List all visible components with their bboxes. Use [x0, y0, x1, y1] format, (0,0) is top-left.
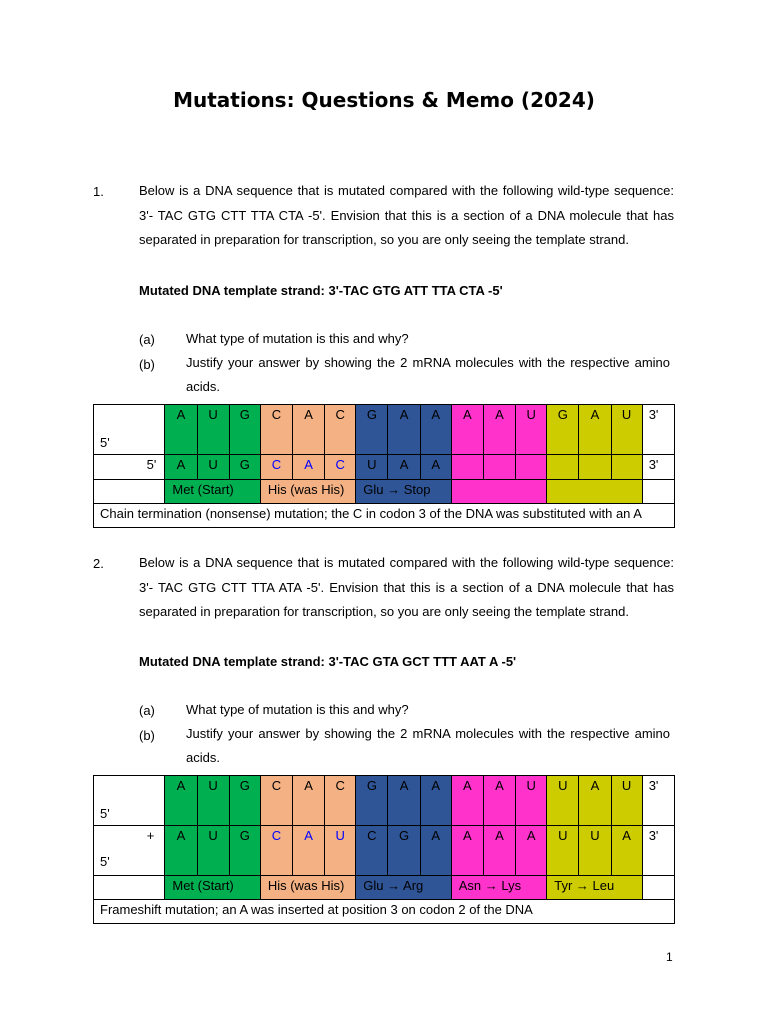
- base-cell: U: [356, 455, 388, 480]
- intro-line: separated in preparation for transcription, so you are only seeing the template strand.: [139, 232, 629, 247]
- base-cell: [451, 455, 483, 480]
- base-cell: G: [356, 776, 388, 826]
- amino-acid-cell: Met (Start): [165, 480, 260, 504]
- empty-cell: [94, 480, 165, 504]
- base-cell: [611, 455, 642, 480]
- amino-acid-cell: His (was His): [260, 480, 355, 504]
- base-cell: C: [260, 776, 292, 826]
- answer-cell: Frameshift mutation; an A was inserted at position 3 on codon 2 of the DNA: [94, 900, 675, 924]
- three-prime-label: 3': [642, 455, 674, 480]
- base-cell: U: [611, 405, 642, 455]
- question-1-sub-a-label: (a): [139, 332, 155, 347]
- base-cell: A: [165, 826, 197, 876]
- base-cell: U: [197, 776, 229, 826]
- row-label-cell: [94, 826, 165, 876]
- empty-cell: [642, 876, 674, 900]
- base-cell: [547, 455, 579, 480]
- base-cell: G: [229, 405, 260, 455]
- amino-acid-cell: Glu → Arg: [356, 876, 451, 900]
- base-cell: U: [516, 776, 547, 826]
- empty-cell: [642, 480, 674, 504]
- question-2-sub-a-label: (a): [139, 703, 155, 718]
- sub-b-line: acids.: [186, 379, 220, 394]
- empty-cell: [94, 876, 165, 900]
- base-cell: C: [260, 826, 292, 876]
- question-1-codon-table: [93, 404, 675, 528]
- intro-line: Below is a DNA sequence that is mutated compared with the following wild-type sequence:: [139, 555, 674, 570]
- answer-cell: Chain termination (nonsense) mutation; the C in codon 3 of the DNA was substituted with an A: [94, 504, 675, 528]
- base-cell: A: [420, 826, 451, 876]
- intro-line: 3'- TAC GTG CTT TTA CTA -5'. Envision that this is a section of a DNA molecule that has: [139, 207, 674, 223]
- base-cell: G: [229, 826, 260, 876]
- base-cell: A: [579, 405, 611, 455]
- base-cell: G: [356, 405, 388, 455]
- question-2-mutated-strand: Mutated DNA template strand: 3'-TAC GTA GCT TTT AAT A -5': [139, 654, 517, 669]
- amino-acid-cell: Asn → Lys: [451, 876, 546, 900]
- base-cell: [483, 455, 515, 480]
- question-2-number: 2.: [93, 556, 104, 571]
- base-cell: U: [197, 826, 229, 876]
- table-row: [94, 455, 675, 480]
- base-cell: A: [611, 826, 642, 876]
- amino-acid-cell: Glu → Stop: [356, 480, 451, 504]
- five-prime-label: 5': [94, 405, 165, 455]
- base-cell: U: [547, 826, 579, 876]
- base-cell: G: [229, 455, 260, 480]
- base-cell: A: [451, 776, 483, 826]
- base-cell: C: [356, 826, 388, 876]
- amino-acid-cell: [451, 480, 546, 504]
- sub-a-text: What type of mutation is this and why?: [186, 702, 409, 717]
- question-2-sub-a: [186, 698, 670, 722]
- table-row: [94, 900, 675, 924]
- base-cell: A: [165, 405, 197, 455]
- base-cell: A: [165, 455, 197, 480]
- base-cell: A: [292, 826, 324, 876]
- question-2-sub-b-label: (b): [139, 728, 155, 743]
- question-1-sub-a: [186, 327, 670, 351]
- sub-b-line: acids.: [186, 750, 220, 765]
- base-cell: U: [611, 776, 642, 826]
- intro-line: 3'- TAC GTG CTT TTA ATA -5'. Envision that this is a section of a DNA molecule that has: [139, 579, 674, 595]
- question-1-mutated-strand: Mutated DNA template strand: 3'-TAC GTG ATT TTA CTA -5': [139, 283, 503, 298]
- base-cell: U: [547, 776, 579, 826]
- sub-b-line: Justify your answer by showing the 2 mRNA molecules with the respective amino: [186, 355, 670, 370]
- base-cell: A: [420, 776, 451, 826]
- base-cell: A: [388, 455, 420, 480]
- base-cell: C: [260, 405, 292, 455]
- base-cell: A: [165, 776, 197, 826]
- base-cell: A: [516, 826, 547, 876]
- three-prime-label: 3': [642, 776, 674, 826]
- base-cell: A: [292, 776, 324, 826]
- base-cell: U: [579, 826, 611, 876]
- insertion-marker: +: [146, 828, 155, 843]
- base-cell: A: [420, 405, 451, 455]
- base-cell: C: [325, 405, 356, 455]
- question-1-sub-b-label: (b): [139, 357, 155, 372]
- base-cell: A: [420, 455, 451, 480]
- three-prime-label: 3': [642, 826, 674, 876]
- sub-b-line: Justify your answer by showing the 2 mRNA molecules with the respective amino: [186, 726, 670, 741]
- table-row: [94, 405, 675, 455]
- base-cell: U: [197, 455, 229, 480]
- amino-acid-cell: His (was His): [260, 876, 355, 900]
- page-title: Mutations: Questions & Memo (2024): [173, 88, 595, 112]
- question-2-codon-table: [93, 775, 675, 924]
- base-cell: A: [451, 405, 483, 455]
- amino-acid-cell: [547, 480, 642, 504]
- table-row: [94, 480, 675, 504]
- table-row: [94, 876, 675, 900]
- base-cell: A: [388, 776, 420, 826]
- amino-acid-cell: Met (Start): [165, 876, 260, 900]
- question-1-sub-b: [186, 351, 670, 399]
- base-cell: A: [388, 405, 420, 455]
- five-prime-label: 5': [94, 776, 165, 826]
- base-cell: A: [292, 405, 324, 455]
- table-row: [94, 826, 675, 876]
- base-cell: A: [483, 826, 515, 876]
- sub-a-text: What type of mutation is this and why?: [186, 331, 409, 346]
- base-cell: G: [229, 776, 260, 826]
- five-prime-label: 5': [100, 854, 110, 869]
- base-cell: A: [451, 826, 483, 876]
- base-cell: G: [547, 405, 579, 455]
- base-cell: U: [325, 826, 356, 876]
- base-cell: U: [197, 405, 229, 455]
- question-2-intro: [139, 551, 674, 625]
- amino-acid-cell: Tyr → Leu: [547, 876, 642, 900]
- three-prime-label: 3': [642, 405, 674, 455]
- base-cell: U: [516, 405, 547, 455]
- base-cell: C: [260, 455, 292, 480]
- base-cell: C: [325, 455, 356, 480]
- base-cell: A: [292, 455, 324, 480]
- intro-line: Below is a DNA sequence that is mutated compared with the following wild-type sequence:: [139, 183, 674, 198]
- page-number: 1: [666, 950, 673, 964]
- question-1-intro: [139, 179, 674, 253]
- table-row: [94, 776, 675, 826]
- base-cell: A: [579, 776, 611, 826]
- base-cell: A: [483, 776, 515, 826]
- base-cell: A: [483, 405, 515, 455]
- intro-line: separated in preparation for transcription, so you are only seeing the template strand.: [139, 604, 629, 619]
- five-prime-label: 5': [94, 455, 165, 480]
- table-row: [94, 504, 675, 528]
- base-cell: [516, 455, 547, 480]
- question-1-number: 1.: [93, 184, 104, 199]
- question-2-sub-b: [186, 722, 670, 770]
- base-cell: [579, 455, 611, 480]
- base-cell: G: [388, 826, 420, 876]
- base-cell: C: [325, 776, 356, 826]
